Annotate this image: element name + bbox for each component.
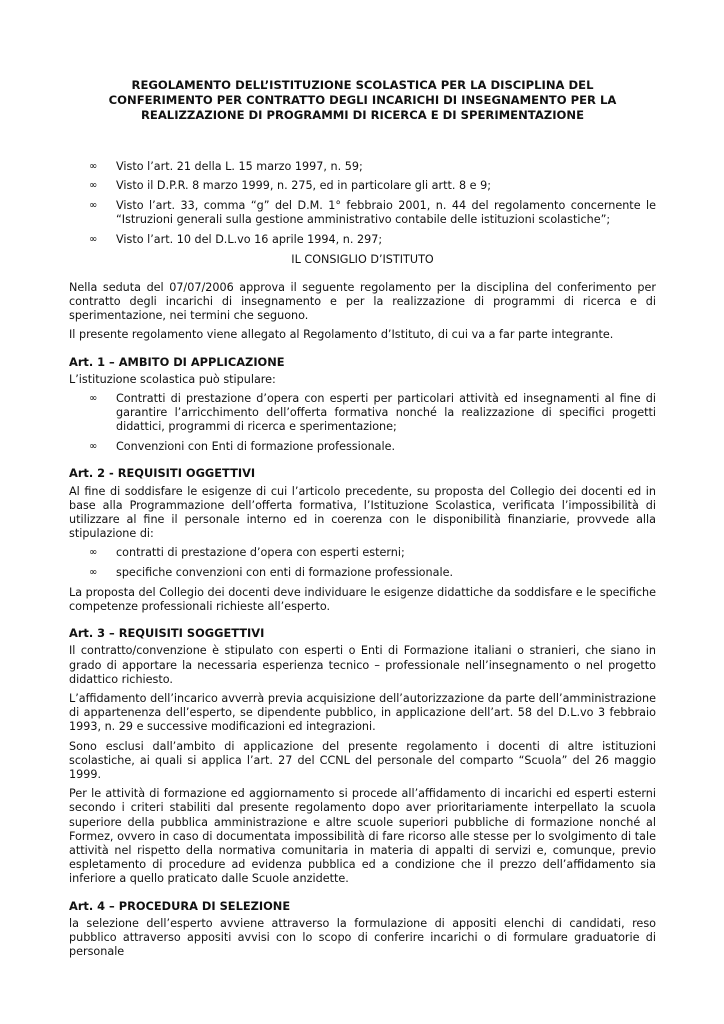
article-heading: Art. 4 – PROCEDURA DI SELEZIONE xyxy=(69,898,291,913)
list-item xyxy=(69,440,656,454)
bullet-icon: ∞ xyxy=(89,180,98,192)
article-list xyxy=(69,392,656,454)
article-paragraph: Sono esclusi dall’ambito di applicazione del presente regolamento i docenti di altre istituzioni scolastiche, ai quali si applica l’art. 27 del CCNL del personale del comparto “Scuola” del 26 maggio 1999. xyxy=(69,739,656,782)
article-heading: Art. 1 – AMBITO DI APPLICAZIONE xyxy=(69,354,285,369)
article-heading: Art. 3 – REQUISITI SOGGETTIVI xyxy=(69,626,265,641)
list-item xyxy=(69,392,656,435)
premises-list xyxy=(69,160,656,248)
title-line: CONFERIMENTO PER CONTRATTO DEGLI INCARICHI DI INSEGNAMENTO PER LA xyxy=(108,93,617,108)
premise-text: Visto l’art. 21 della L. 15 marzo 1997, n. 59; xyxy=(116,159,363,173)
premise-text: Visto l’art. 33, comma “g” del D.M. 1° febbraio 2001, n. 44 del regolamento concernente le “Istruzioni generali sulla gestione amministrativo contabile delle istituzioni scolastiche”; xyxy=(116,199,656,227)
intro-paragraph: Il presente regolamento viene allegato al Regolamento d’Istituto, di cui va a far parte integrante. xyxy=(69,328,614,342)
title-line: REALIZZAZIONE DI PROGRAMMI DI RICERCA E DI SPERIMENTAZIONE xyxy=(140,108,584,123)
premise-text: Visto il D.P.R. 8 marzo 1999, n. 275, ed in particolare gli artt. 8 e 9; xyxy=(116,179,491,193)
list-item xyxy=(69,546,656,560)
intro-paragraph: Nella seduta del 07/07/2006 approva il seguente regolamento per la disciplina del conferimento per contratto degli incarichi di insegnamento e per la realizzazione di programmi di ricerca e di sperimentazione, nei termini che seguono. xyxy=(69,280,656,323)
list-item xyxy=(69,233,656,247)
article-list xyxy=(69,546,656,580)
article-paragraph: Il contratto/convenzione è stipulato con esperti o Enti di Formazione italiani o stranieri, che siano in grado di apportare la necessaria esperienza tecnico – professionale nell’insegnamento o nel progetto didattico richiesto. xyxy=(69,644,656,686)
list-item xyxy=(69,160,656,174)
bullet-icon: ∞ xyxy=(89,233,98,245)
bullet-icon: ∞ xyxy=(89,200,98,212)
bullet-icon: ∞ xyxy=(89,393,98,405)
list-item-text: specifiche convenzioni con enti di formazione professionale. xyxy=(116,566,454,580)
article-closing: La proposta del Collegio dei docenti deve individuare le esigenze didattiche da soddisfare e le specifiche competenze professionali richieste all’esperto. xyxy=(69,585,656,613)
list-item-text: Convenzioni con Enti di formazione professionale. xyxy=(116,440,396,454)
article-heading: Art. 2 - REQUISITI OGGETTIVI xyxy=(69,466,256,481)
list-item xyxy=(69,179,656,193)
list-item-text: Contratti di prestazione d’opera con esperti per particolari attività ed insegnamenti al fine di garantire l’arricchimento dell’offerta formativa nonché la realizzazione di specifici progetti didattici, programmi di ricerca e sperimentazione; xyxy=(116,392,656,434)
article-lead: Al fine di soddisfare le esigenze di cui l’articolo precedente, su proposta del Collegio dei docenti ed in base alla Programmazione dell’offerta formativa, l’Istituzione Scolastica, verificata l’impossibilità di utilizzare al fine il personale interno ed in coerenza con le disponibilità finanziarie, provvede alla stipulazione di: xyxy=(69,484,656,541)
list-item-text: contratti di prestazione d’opera con esperti esterni; xyxy=(116,546,405,560)
bullet-icon: ∞ xyxy=(89,547,98,559)
bullet-icon: ∞ xyxy=(89,567,98,579)
article-paragraph: L’affidamento dell’incarico avverrà previa acquisizione dell’autorizzazione da parte dell’amministrazione di appartenenza dell’esperto, se dipendente pubblico, in applicazione dell’art. 58 del D.L.vo 3 febbraio 1993, n. 29 e successive modificazioni ed integrazioni. xyxy=(69,692,656,734)
document-title xyxy=(69,78,656,124)
list-item xyxy=(69,199,656,227)
article-paragraph: la selezione dell’esperto avviene attraverso la formulazione di appositi elenchi di candidati, reso pubblico attraverso appositi avvisi con lo scopo di conferire incarichi o di formulare graduatorie di personale xyxy=(69,916,656,959)
article-paragraph: Per le attività di formazione ed aggiornamento si procede all’affidamento di incarichi ed esperti esterni secondo i criteri stabiliti dal presente regolamento dopo aver prioritariamente interpellato la scuola superiore della pubblica amministrazione e altre scuole superiori pubbliche di formazione nonché al Formez, ovvero in caso di documentata impossibilità di fare ricorso alle stesse per lo svolgimento di tale attività nel rispetto della normativa comunitaria in materia di appalti di servizi e, comunque, previo espletamento di procedure ad evidenza pubblica ed a condizione che il prezzo dell’affidamento sia inferiore a quello praticato dalle Scuole anzidette. xyxy=(69,787,656,886)
bullet-icon: ∞ xyxy=(89,441,98,453)
premise-text: Visto l’art. 10 del D.L.vo 16 aprile 1994, n. 297; xyxy=(116,232,383,246)
bullet-icon: ∞ xyxy=(89,160,98,172)
list-item xyxy=(69,566,656,580)
council-heading: IL CONSIGLIO D’ISTITUTO xyxy=(291,252,434,266)
document-page xyxy=(69,78,656,964)
title-line: REGOLAMENTO DELL’ISTITUZIONE SCOLASTICA PER LA DISCIPLINA DEL xyxy=(131,78,594,92)
article-lead: L’istituzione scolastica può stipulare: xyxy=(69,372,276,386)
